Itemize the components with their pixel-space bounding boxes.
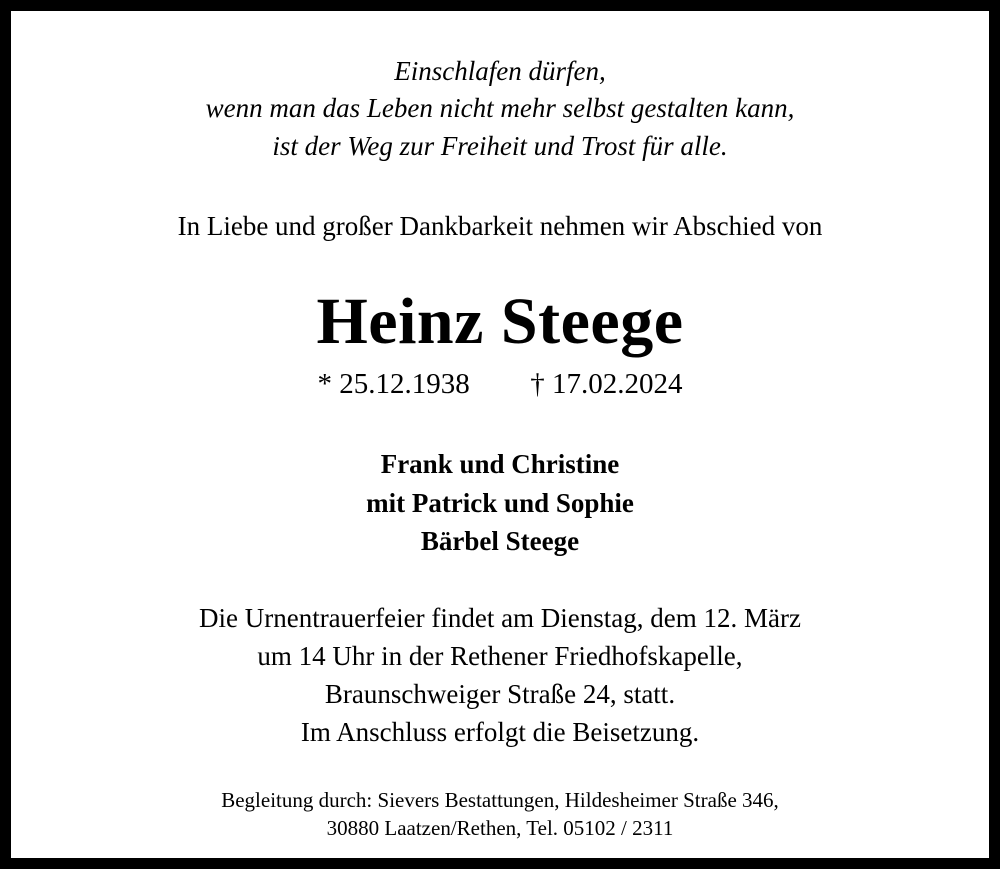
- family-line: Bärbel Steege: [420, 526, 580, 557]
- family-line: mit Patrick und Sophie: [366, 487, 634, 518]
- funeral-home-info: [221, 786, 779, 843]
- intro-text: In Liebe und großer Dankbarkeit nehmen wir Abschied von: [177, 210, 823, 241]
- poem-verse: [206, 53, 795, 165]
- family-line: Frank und Christine: [380, 449, 620, 480]
- life-dates: [318, 368, 683, 401]
- service-line: um 14 Uhr in der Rethener Friedhofskapelle,: [257, 641, 743, 672]
- birth-date: * 25.12.1938: [317, 368, 470, 401]
- service-line: Braunschweiger Straße 24, statt.: [324, 679, 676, 710]
- service-details: [199, 600, 801, 751]
- poem-line: wenn man das Leben nicht mehr selbst gestalten kann,: [205, 93, 795, 124]
- death-date: † 17.02.2024: [530, 368, 683, 401]
- family-names: [366, 445, 634, 560]
- deceased-name: Heinz Steege: [316, 284, 684, 358]
- poem-line: Einschlafen dürfen,: [394, 56, 606, 86]
- footer-line: 30880 Laatzen/Rethen, Tel. 05102 / 2311: [326, 815, 674, 840]
- footer-line: Begleitung durch: Sievers Bestattungen, Hildesheimer Straße 346,: [221, 787, 779, 812]
- service-line: Die Urnentrauerfeier findet am Dienstag, dem 12. März: [198, 603, 801, 634]
- poem-line: ist der Weg zur Freiheit und Trost für alle.: [272, 130, 728, 161]
- service-line: Im Anschluss erfolgt die Beisetzung.: [300, 716, 700, 747]
